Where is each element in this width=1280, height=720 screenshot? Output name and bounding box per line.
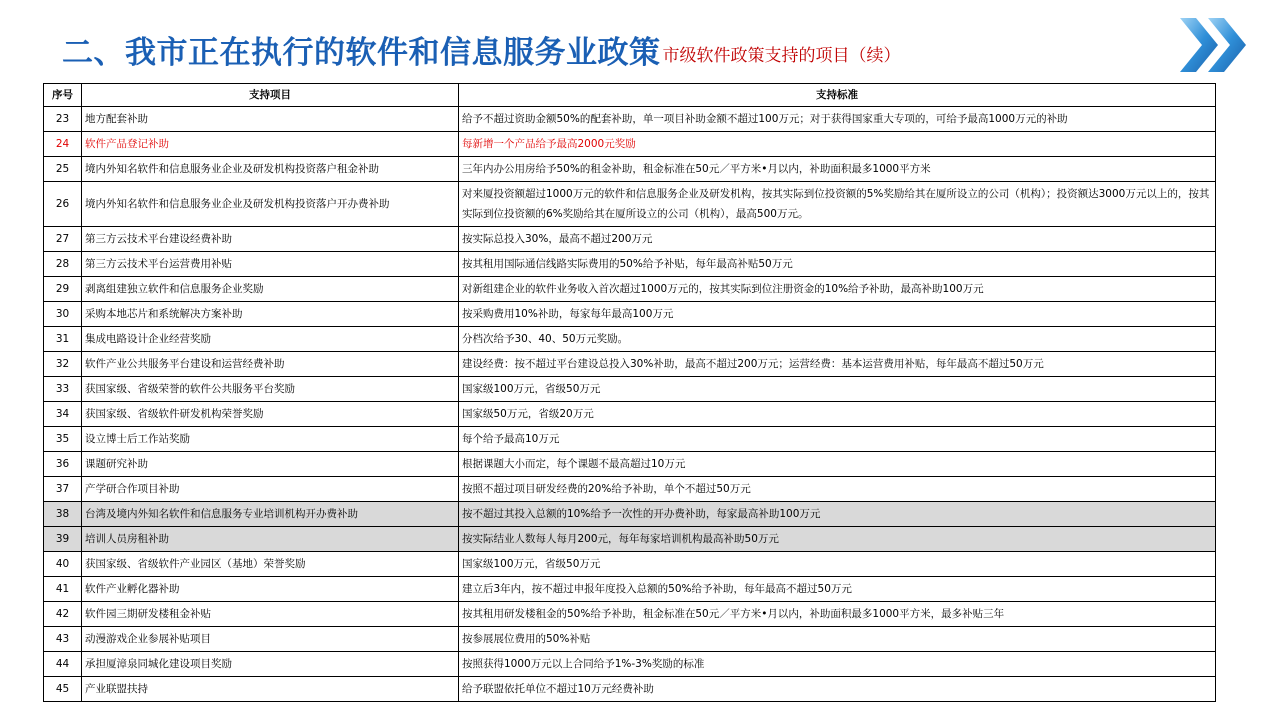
table-row xyxy=(44,277,1216,302)
row-item-cell: 境内外知名软件和信息服务业企业及研发机构投资落户租金补助 xyxy=(82,157,459,182)
row-number-cell: 42 xyxy=(44,602,82,627)
table-row xyxy=(44,377,1216,402)
row-item-cell: 台湾及境内外知名软件和信息服务专业培训机构开办费补助 xyxy=(82,502,459,527)
row-standard-cell: 分档次给予30、40、50万元奖励。 xyxy=(459,327,1216,352)
row-number-cell: 27 xyxy=(44,227,82,252)
row-number-cell: 45 xyxy=(44,677,82,702)
row-item-cell: 软件产品登记补助 xyxy=(82,132,459,157)
table-header-row xyxy=(44,84,1216,107)
table-body xyxy=(44,107,1216,702)
row-number-cell: 25 xyxy=(44,157,82,182)
row-standard-cell: 按其租用国际通信线路实际费用的50%给予补贴，每年最高补贴50万元 xyxy=(459,252,1216,277)
table-row xyxy=(44,107,1216,132)
row-standard-cell: 给予不超过资助金额50%的配套补助，单一项目补助金额不超过100万元；对于获得国家重大专项的，可给予最高1000万元的补助 xyxy=(459,107,1216,132)
table-row xyxy=(44,552,1216,577)
row-number-cell: 28 xyxy=(44,252,82,277)
table-row xyxy=(44,652,1216,677)
double-chevron-right-icon xyxy=(1176,14,1258,76)
row-number-cell: 30 xyxy=(44,302,82,327)
row-number-cell: 36 xyxy=(44,452,82,477)
row-standard-cell: 建立后3年内，按不超过申报年度投入总额的50%给予补助，每年最高不超过50万元 xyxy=(459,577,1216,602)
table-row xyxy=(44,402,1216,427)
table-row xyxy=(44,327,1216,352)
row-standard-cell: 按实际总投入30%，最高不超过200万元 xyxy=(459,227,1216,252)
table-row xyxy=(44,352,1216,377)
row-number-cell: 41 xyxy=(44,577,82,602)
table-row xyxy=(44,452,1216,477)
table-row xyxy=(44,502,1216,527)
row-number-cell: 29 xyxy=(44,277,82,302)
table-row xyxy=(44,132,1216,157)
row-standard-cell: 根据课题大小而定，每个课题不最高超过10万元 xyxy=(459,452,1216,477)
row-number-cell: 40 xyxy=(44,552,82,577)
row-item-cell: 第三方云技术平台建设经费补助 xyxy=(82,227,459,252)
page-title: 二、我市正在执行的软件和信息服务业政策 xyxy=(62,35,661,71)
table-row xyxy=(44,602,1216,627)
row-standard-cell: 国家级100万元，省级50万元 xyxy=(459,552,1216,577)
row-number-cell: 39 xyxy=(44,527,82,552)
row-number-cell: 37 xyxy=(44,477,82,502)
row-item-cell: 集成电路设计企业经营奖励 xyxy=(82,327,459,352)
row-item-cell: 第三方云技术平台运营费用补贴 xyxy=(82,252,459,277)
table-row xyxy=(44,477,1216,502)
table-row xyxy=(44,627,1216,652)
row-standard-cell: 按实际结业人数每人每月200元，每年每家培训机构最高补助50万元 xyxy=(459,527,1216,552)
row-standard-cell: 按其租用研发楼租金的50%给予补助，租金标准在50元／平方米•月以内，补助面积最多1000平方米，最多补贴三年 xyxy=(459,602,1216,627)
row-number-cell: 31 xyxy=(44,327,82,352)
column-header-item: 支持项目 xyxy=(82,84,459,107)
table-row xyxy=(44,227,1216,252)
row-standard-cell: 对新组建企业的软件业务收入首次超过1000万元的，按其实际到位注册资金的10%给予补助，最高补助100万元 xyxy=(459,277,1216,302)
row-standard-cell: 国家级100万元，省级50万元 xyxy=(459,377,1216,402)
table-row xyxy=(44,157,1216,182)
row-standard-cell: 按参展展位费用的50%补贴 xyxy=(459,627,1216,652)
row-number-cell: 44 xyxy=(44,652,82,677)
row-item-cell: 软件园三期研发楼租金补贴 xyxy=(82,602,459,627)
row-item-cell: 承担厦漳泉同城化建设项目奖励 xyxy=(82,652,459,677)
row-item-cell: 培训人员房租补助 xyxy=(82,527,459,552)
row-item-cell: 软件产业公共服务平台建设和运营经费补助 xyxy=(82,352,459,377)
row-item-cell: 获国家级、省级荣誉的软件公共服务平台奖励 xyxy=(82,377,459,402)
table-row xyxy=(44,182,1216,227)
row-item-cell: 软件产业孵化器补助 xyxy=(82,577,459,602)
row-number-cell: 43 xyxy=(44,627,82,652)
row-item-cell: 产业联盟扶持 xyxy=(82,677,459,702)
table-row xyxy=(44,677,1216,702)
row-item-cell: 设立博士后工作站奖励 xyxy=(82,427,459,452)
row-standard-cell: 每新增一个产品给予最高2000元奖励 xyxy=(459,132,1216,157)
row-item-cell: 采购本地芯片和系统解决方案补助 xyxy=(82,302,459,327)
title-row xyxy=(62,26,901,76)
table-row xyxy=(44,527,1216,552)
page-subtitle: 市级软件政策支持的项目（续） xyxy=(662,46,901,66)
table-row xyxy=(44,252,1216,277)
row-standard-cell: 国家级50万元，省级20万元 xyxy=(459,402,1216,427)
column-header-no: 序号 xyxy=(44,84,82,107)
row-standard-cell: 按照获得1000万元以上合同给予1%-3%奖励的标准 xyxy=(459,652,1216,677)
row-item-cell: 获国家级、省级软件研发机构荣誉奖励 xyxy=(82,402,459,427)
row-standard-cell: 三年内办公用房给予50%的租金补助，租金标准在50元／平方米•月以内，补助面积最多1000平方米 xyxy=(459,157,1216,182)
row-number-cell: 32 xyxy=(44,352,82,377)
row-number-cell: 38 xyxy=(44,502,82,527)
row-item-cell: 动漫游戏企业参展补贴项目 xyxy=(82,627,459,652)
row-item-cell: 获国家级、省级软件产业园区（基地）荣誉奖励 xyxy=(82,552,459,577)
row-number-cell: 35 xyxy=(44,427,82,452)
table-row xyxy=(44,427,1216,452)
row-standard-cell: 每个给予最高10万元 xyxy=(459,427,1216,452)
row-standard-cell: 给予联盟依托单位不超过10万元经费补助 xyxy=(459,677,1216,702)
row-item-cell: 境内外知名软件和信息服务业企业及研发机构投资落户开办费补助 xyxy=(82,182,459,227)
table-row xyxy=(44,302,1216,327)
row-number-cell: 24 xyxy=(44,132,82,157)
row-number-cell: 26 xyxy=(44,182,82,227)
column-header-standard: 支持标准 xyxy=(459,84,1216,107)
row-standard-cell: 对来厦投资额超过1000万元的软件和信息服务企业及研发机构，按其实际到位投资额的5%奖励给其在厦所设立的公司（机构）；投资额达3000万元以上的，按其实际到位投资额的6%奖励给其在厦所设立的公司（机构），最高500万元。 xyxy=(459,182,1216,227)
row-number-cell: 23 xyxy=(44,107,82,132)
row-standard-cell: 建设经费：按不超过平台建设总投入30%补助，最高不超过200万元；运营经费：基本运营费用补贴，每年最高不超过50万元 xyxy=(459,352,1216,377)
row-item-cell: 地方配套补助 xyxy=(82,107,459,132)
table-row xyxy=(44,577,1216,602)
row-standard-cell: 按照不超过项目研发经费的20%给予补助，单个不超过50万元 xyxy=(459,477,1216,502)
row-number-cell: 34 xyxy=(44,402,82,427)
row-item-cell: 产学研合作项目补助 xyxy=(82,477,459,502)
policy-table xyxy=(43,83,1216,702)
row-item-cell: 课题研究补助 xyxy=(82,452,459,477)
row-number-cell: 33 xyxy=(44,377,82,402)
row-item-cell: 剥离组建独立软件和信息服务企业奖励 xyxy=(82,277,459,302)
row-standard-cell: 按采购费用10%补助，每家每年最高100万元 xyxy=(459,302,1216,327)
row-standard-cell: 按不超过其投入总额的10%给予一次性的开办费补助，每家最高补助100万元 xyxy=(459,502,1216,527)
